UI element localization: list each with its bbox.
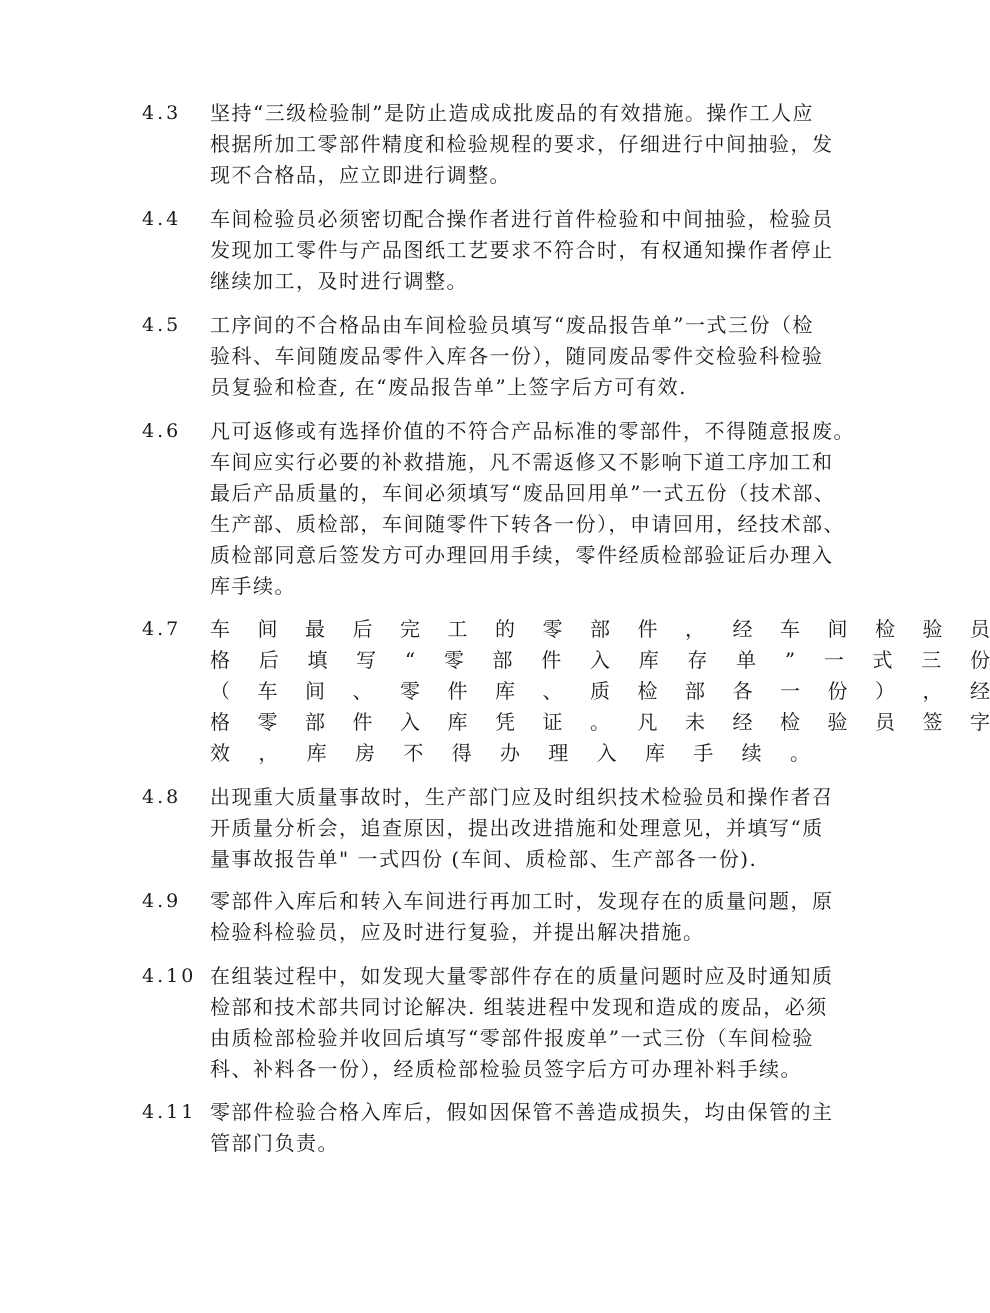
text-char: 办 bbox=[499, 741, 520, 765]
text-char: 验 bbox=[827, 710, 848, 734]
text-char: 件 bbox=[541, 648, 562, 672]
text-char: 房 bbox=[354, 741, 375, 765]
text-char: 后 bbox=[258, 648, 279, 672]
clause-number: 4.10 bbox=[142, 965, 197, 987]
text-char: 签 bbox=[922, 710, 943, 734]
clause-number: 4.7 bbox=[142, 618, 182, 640]
text-line: 开质量分析会，追查原因，提出改进措施和处理意见，并填写“质 bbox=[210, 816, 824, 840]
clause-number: 4.6 bbox=[142, 420, 182, 442]
text-char: 经 bbox=[732, 617, 753, 641]
text-char: 入 bbox=[400, 710, 420, 734]
text-char: 格 bbox=[210, 648, 230, 672]
text-line: 量事故报告单" 一式四份 (车间、质检部、生产部各一份). bbox=[210, 847, 758, 871]
clause-text bbox=[210, 98, 860, 191]
text-char: 的 bbox=[495, 617, 515, 641]
clause-text bbox=[210, 204, 860, 297]
text-char: 证 bbox=[542, 710, 563, 734]
text-char: 质 bbox=[590, 679, 610, 703]
text-char: 库 bbox=[495, 679, 515, 703]
text-line bbox=[210, 738, 810, 769]
text-char: 件 bbox=[447, 679, 468, 703]
text-char: 零 bbox=[257, 710, 278, 734]
text-line: 科、补料各一份），经质检部检验员签字后方可办理补料手续。 bbox=[210, 1057, 802, 1081]
text-char: 未 bbox=[685, 710, 705, 734]
text-char: 效 bbox=[210, 741, 230, 765]
text-char: 部 bbox=[685, 679, 705, 703]
text-char: 检 bbox=[637, 679, 658, 703]
text-char: 员 bbox=[875, 710, 895, 734]
clause-number: 4.5 bbox=[142, 314, 182, 336]
text-line bbox=[210, 645, 990, 676]
text-char: 入 bbox=[596, 741, 617, 765]
text-line: 生产部、质检部，车间随零件下转各一份），申请回用，经技术部、 bbox=[210, 512, 845, 536]
text-char: 工 bbox=[447, 617, 468, 641]
clause-text bbox=[210, 886, 860, 948]
text-char: 份 bbox=[827, 679, 848, 703]
text-char: ， bbox=[258, 741, 279, 765]
text-line: 员复验和检查, 在“废品报告单”上签字后方可有效. bbox=[210, 375, 688, 399]
text-char: 一 bbox=[823, 648, 844, 672]
text-char: 得 bbox=[451, 741, 472, 765]
clause-text bbox=[210, 782, 860, 875]
text-char: 单 bbox=[736, 648, 757, 672]
text-char: 检 bbox=[875, 617, 895, 641]
text-char: 、 bbox=[352, 679, 373, 703]
text-char: 后 bbox=[352, 617, 373, 641]
text-char: （ bbox=[210, 679, 230, 703]
clause-number: 4.8 bbox=[142, 786, 182, 808]
text-line: 零部件检验合格入库后，假如因保管不善造成损失，均由保管的主 bbox=[210, 1100, 834, 1124]
text-char: 。 bbox=[789, 741, 810, 765]
text-char: 格 bbox=[210, 710, 230, 734]
text-char: 部 bbox=[305, 710, 325, 734]
text-char: 车 bbox=[780, 617, 800, 641]
text-char: 经 bbox=[732, 710, 753, 734]
text-line: 坚持“三级检验制”是防止造成成批废品的有效措施。操作工人应 bbox=[210, 101, 814, 125]
text-char: 车 bbox=[210, 617, 230, 641]
text-char: 零 bbox=[443, 648, 464, 672]
text-char: 各 bbox=[732, 679, 753, 703]
clause-number: 4.4 bbox=[142, 208, 182, 230]
text-line bbox=[210, 707, 990, 738]
text-char: 车 bbox=[257, 679, 278, 703]
text-char: 零 bbox=[542, 617, 563, 641]
text-line: 管部门负责。 bbox=[210, 1131, 339, 1155]
text-char: 库 bbox=[447, 710, 468, 734]
text-line: 根据所加工零部件精度和检验规程的要求，仔细进行中间抽验，发 bbox=[210, 132, 834, 156]
text-line: 工序间的不合格品由车间检验员填写“废品报告单”一式三份（检 bbox=[210, 313, 814, 337]
text-line: 零部件入库后和转入车间进行再加工时，发现存在的质量问题，原 bbox=[210, 889, 834, 913]
text-line: 质检部同意后签发方可办理回用手续，零件经质检部验证后办理入 bbox=[210, 543, 834, 567]
text-line: 最后产品质量的，车间必须填写“废品回用单”一式五份（技术部、 bbox=[210, 481, 836, 505]
text-char: 库 bbox=[638, 648, 659, 672]
text-char: 份 bbox=[969, 648, 990, 672]
text-line bbox=[210, 614, 990, 645]
text-line: 现不合格品，应立即进行调整。 bbox=[210, 163, 511, 187]
text-char: 件 bbox=[352, 710, 373, 734]
text-line: 在组装过程中，如发现大量零部件存在的质量问题时应及时通知质 bbox=[210, 964, 834, 988]
clause-text bbox=[210, 961, 860, 1085]
text-char: 完 bbox=[400, 617, 420, 641]
text-line: 发现加工零件与产品图纸工艺要求不符合时，有权通知操作者停止 bbox=[210, 238, 834, 262]
text-char: 。 bbox=[590, 710, 610, 734]
text-char: 验 bbox=[922, 617, 943, 641]
text-line: 出现重大质量事故时，生产部门应及时组织技术检验员和操作者召 bbox=[210, 785, 834, 809]
text-line: 由质检部检验并收回后填写“零部件报废单”一式三份（车间检验 bbox=[210, 1026, 814, 1050]
text-char: 、 bbox=[542, 679, 563, 703]
text-line: 继续加工，及时进行调整。 bbox=[210, 269, 468, 293]
text-char: 字 bbox=[970, 710, 990, 734]
text-char: 部 bbox=[590, 617, 610, 641]
text-line bbox=[210, 676, 990, 707]
text-char: 经 bbox=[970, 679, 990, 703]
text-char: 库 bbox=[644, 741, 665, 765]
text-char: 零 bbox=[400, 679, 420, 703]
text-char: 检 bbox=[780, 710, 800, 734]
text-char: 填 bbox=[307, 648, 328, 672]
clause-number: 4.11 bbox=[142, 1101, 197, 1123]
clause-text bbox=[210, 416, 860, 602]
text-char: 间 bbox=[827, 617, 848, 641]
text-char: 续 bbox=[741, 741, 762, 765]
text-char: 入 bbox=[589, 648, 610, 672]
text-char: 写 bbox=[356, 648, 377, 672]
text-char: 件 bbox=[637, 617, 658, 641]
text-char: 理 bbox=[548, 741, 569, 765]
text-char: 手 bbox=[693, 741, 714, 765]
text-line: 凡可返修或有选择价值的不符合产品标准的零部件，不得随意报废。 bbox=[210, 419, 855, 443]
text-char: 不 bbox=[403, 741, 424, 765]
text-char: 库 bbox=[306, 741, 327, 765]
text-char: 凡 bbox=[637, 710, 658, 734]
clause-text bbox=[210, 614, 990, 769]
text-char: ， bbox=[685, 617, 705, 641]
text-char: 三 bbox=[921, 648, 942, 672]
text-line: 检验科检验员，应及时进行复验，并提出解决措施。 bbox=[210, 920, 705, 944]
text-char: 最 bbox=[305, 617, 325, 641]
text-char: “ bbox=[404, 648, 416, 672]
text-line: 验科、车间随废品零件入库各一份），随同废品零件交检验科检验 bbox=[210, 344, 824, 368]
text-char: ” bbox=[784, 648, 796, 672]
text-char: 间 bbox=[305, 679, 325, 703]
clause-number: 4.3 bbox=[142, 102, 182, 124]
clause-text bbox=[210, 1097, 860, 1159]
text-char: ， bbox=[922, 679, 943, 703]
text-char: 凭 bbox=[495, 710, 515, 734]
text-line: 车间应实行必要的补救措施，凡不需返修又不影响下道工序加工和 bbox=[210, 450, 834, 474]
text-line: 库手续。 bbox=[210, 574, 296, 598]
text-char: 间 bbox=[257, 617, 278, 641]
text-char: 员 bbox=[970, 617, 990, 641]
text-line: 车间检验员必须密切配合操作者进行首件检验和中间抽验，检验员 bbox=[210, 207, 834, 231]
text-char: ） bbox=[875, 679, 895, 703]
text-line: 检部和技术部共同讨论解决. 组装进程中发现和造成的废品，必须 bbox=[210, 995, 828, 1019]
text-char: 部 bbox=[492, 648, 513, 672]
text-char: 式 bbox=[872, 648, 893, 672]
clause-text bbox=[210, 310, 860, 403]
clause-number: 4.9 bbox=[142, 890, 182, 912]
text-char: 存 bbox=[687, 648, 708, 672]
text-char: 一 bbox=[780, 679, 800, 703]
